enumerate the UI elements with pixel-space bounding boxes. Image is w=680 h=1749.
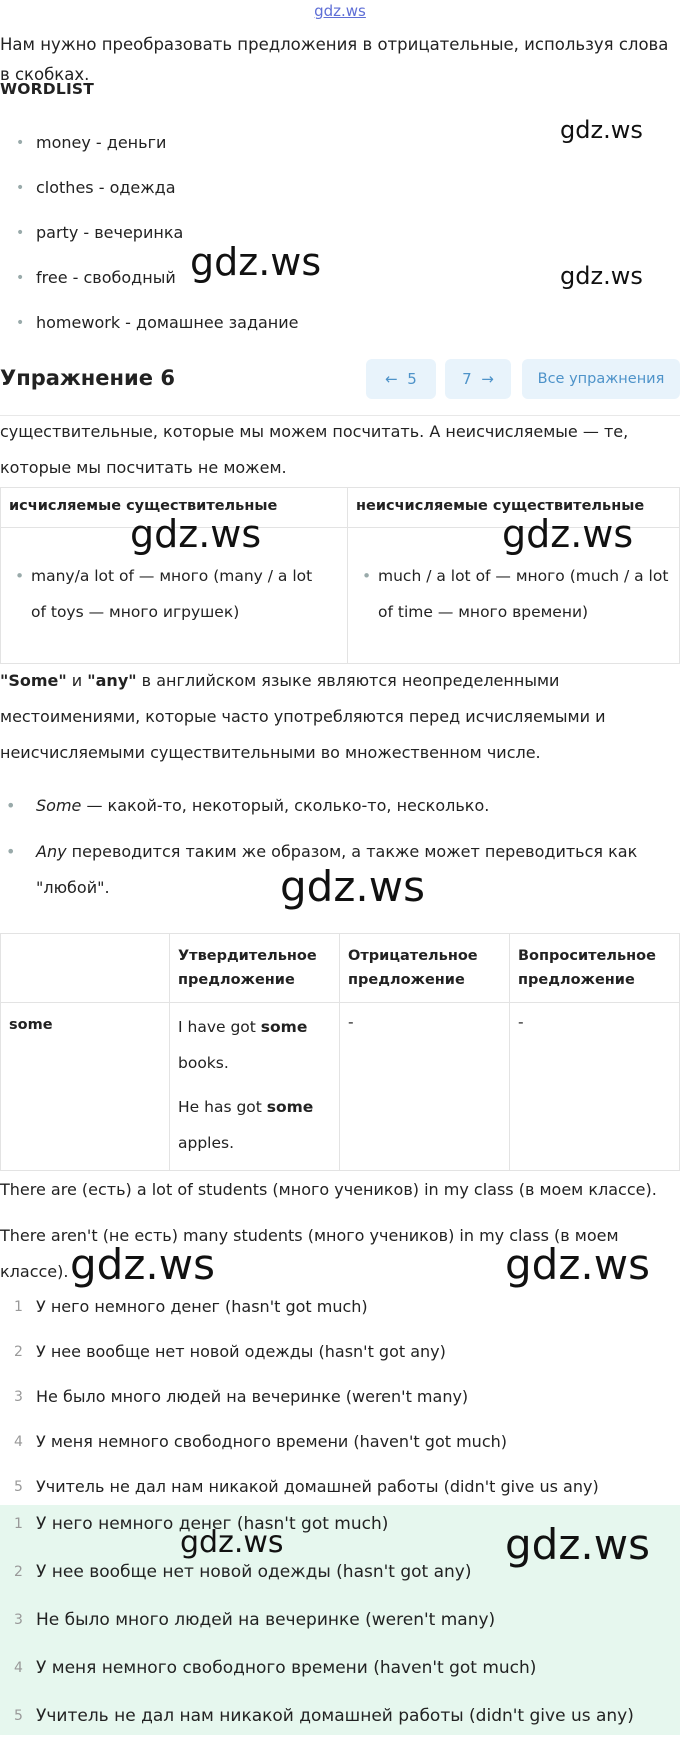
some-any-table [0,933,680,1171]
watermark: gdz.ws [190,240,322,284]
list-item: 2 У нее вообще нет новой одежды (hasn't got any) [14,1562,472,1582]
table-header: Отрицательное предложение [340,934,510,1003]
list-item: 5 Учитель не дал нам никакой домашней работы (didn't give us any) [14,1706,634,1726]
task-list [0,1292,599,1517]
list-item: 4 У меня немного свободного времени (haven't got much) [14,1432,507,1451]
watermark: gdz.ws [130,512,262,556]
wordlist-item: • free - свободный [0,263,299,308]
watermark: gdz.ws [180,1525,284,1560]
wordlist-item: • clothes - одежда [0,173,299,218]
watermark: gdz.ws [280,862,425,911]
list-item: 5 Учитель не дал нам никакой домашней работы (didn't give us any) [14,1477,599,1496]
table-row-label: some [1,1003,170,1171]
list-item: • Any переводится таким же образом, а также может переводиться как "любой". [0,834,680,906]
list-item: 3 Не было много людей на вечеринке (weren't many) [14,1387,469,1406]
table-cell: - [340,1003,510,1171]
next-exercise-button[interactable]: 7 → [445,359,511,399]
table-cell: • many/a lot of — много (many / a lot of toys — много игрушек) [9,558,319,630]
example-sentence: There are (есть) a lot of students (много учеников) in my class (в моем классе). [0,1180,657,1199]
all-exercises-button[interactable]: Все упражнения [522,359,680,399]
table-cell: I have got some books. [178,1018,308,1072]
table-header: неисчисляемые существительные [348,488,680,528]
some-any-paragraph: "Some" и "any" в английском языке являются неопределенными местоимениями, которые часто употребляются перед исчисляемыми и неисчисляемыми существительными во множественном числе. [0,671,606,762]
table-header: Утвердительное предложение [170,934,340,1003]
list-item: 1 У него немного денег (hasn't got much) [14,1514,389,1534]
exercise-title: Упражнение 6 [0,366,175,390]
list-item: 3 Не было много людей на вечеринке (weren't many) [14,1610,496,1630]
table-cell: He has got some apples. [178,1098,314,1152]
list-item: 2 У нее вообще нет новой одежды (hasn't got any) [14,1342,446,1361]
site-link[interactable]: gdz.ws [314,2,366,20]
theory-paragraph: существительные, которые мы можем посчитать. А неисчисляемые — те, которые мы посчитать не можем. [0,422,629,477]
watermark: gdz.ws [505,1520,650,1569]
wordlist-title: WORDLIST [0,80,95,98]
list-item: 1 У него немного денег (hasn't got much) [14,1297,368,1316]
intro-text: Нам нужно преобразовать предложения в отрицательные, используя слова в скобках. [0,35,669,84]
arrow-left-icon: ← [385,370,398,388]
list-item: • Some — какой-то, некоторый, сколько-то, несколько. [0,788,680,824]
example-sentence: There aren't (не есть) many students (много учеников) in my class (в моем классе). [0,1226,619,1281]
watermark: gdz.ws [560,262,643,290]
table-cell: • much / a lot of — много (much / a lot of time — много времени) [356,558,671,630]
table-header: Вопросительное предложение [510,934,680,1003]
wordlist-item: • money - деньги [0,128,299,173]
table-header: исчисляемые существительные [1,488,348,528]
prev-exercise-button[interactable]: ← 5 [366,359,436,399]
table-cell: - [510,1003,680,1171]
watermark: gdz.ws [502,512,634,556]
wordlist-item: • homework - домашнее задание [0,308,299,353]
table-header [1,934,170,1003]
arrow-right-icon: → [481,370,494,388]
list-item: 4 У меня немного свободного времени (haven't got much) [14,1658,537,1678]
watermark: gdz.ws [505,1240,650,1289]
watermark: gdz.ws [70,1240,215,1289]
watermark: gdz.ws [560,116,643,144]
wordlist-item: • party - вечеринка [0,218,299,263]
